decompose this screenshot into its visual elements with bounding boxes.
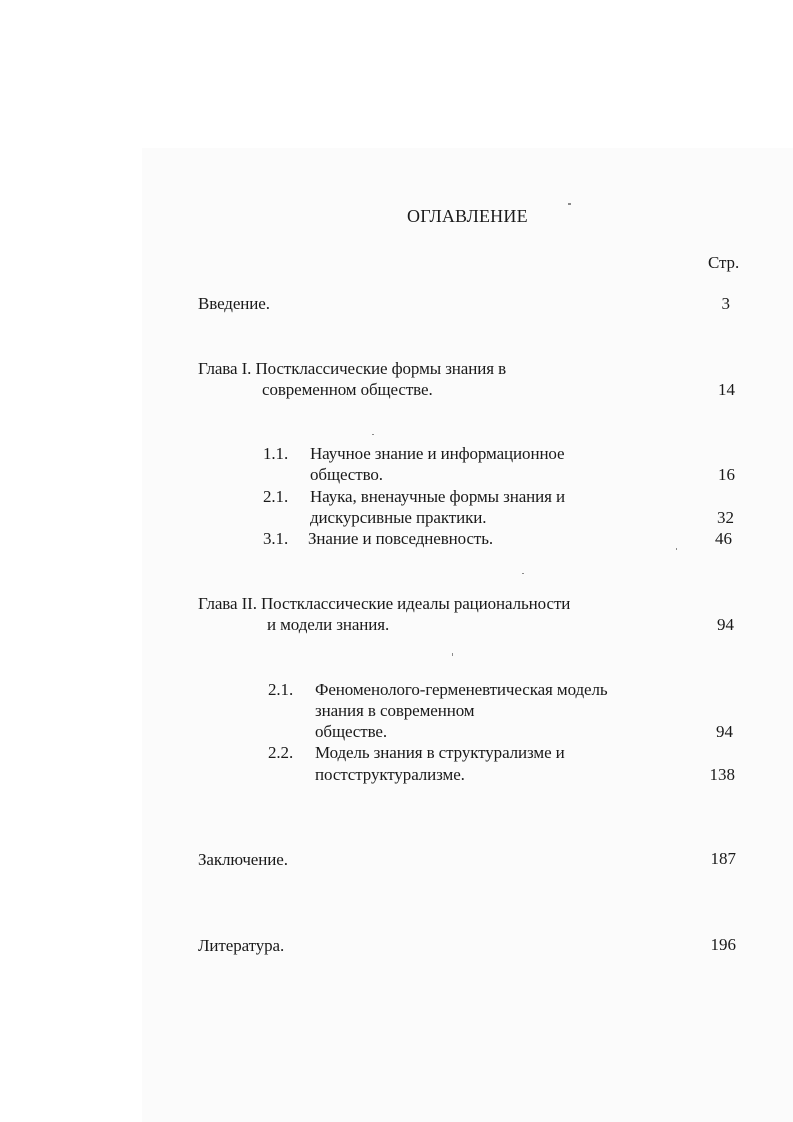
toc-entry-literature: Литература.: [198, 936, 285, 955]
chapter-2-page: 94: [717, 615, 734, 634]
section-title-cont: общество.: [310, 465, 383, 484]
scan-speck: [522, 573, 524, 574]
toc-page-conclusion: 187: [710, 849, 736, 868]
toc-entry-conclusion: Заключение.: [198, 850, 288, 869]
scan-speck: [568, 203, 571, 205]
section-title: Наука, вненаучные формы знания и: [310, 487, 566, 506]
section-number: 2.1.: [263, 487, 289, 506]
section-number: 1.1.: [263, 444, 289, 463]
page-column-header: Стр.: [708, 253, 740, 272]
toc-title: ОГЛАВЛЕНИЕ: [407, 206, 528, 226]
section-title: Модель знания в структурализме и: [315, 743, 565, 762]
scan-speck: [452, 653, 453, 656]
toc-page-intro: 3: [721, 294, 730, 313]
section-title: Знание и повседневность.: [308, 529, 494, 548]
chapter-2-heading: Глава II. Постклассические идеалы рациональности: [198, 594, 571, 613]
chapter-1-heading-cont: современном обществе.: [262, 380, 433, 399]
section-title-cont: обществе.: [315, 722, 388, 741]
toc-entry-intro: Введение.: [198, 294, 270, 313]
scan-speck: [372, 434, 374, 435]
section-title-cont: знания в современном: [315, 701, 475, 720]
section-title-cont: постструктурализме.: [315, 765, 465, 784]
section-number: 3.1.: [263, 529, 289, 548]
section-page: 46: [715, 529, 732, 548]
section-title: Научное знание и информационное: [310, 444, 565, 463]
chapter-2-heading-cont: и модели знания.: [267, 615, 390, 634]
section-page: 32: [717, 508, 734, 527]
chapter-1-heading: Глава I. Постклассические формы знания в: [198, 359, 507, 378]
section-number: 2.1.: [268, 680, 294, 699]
section-title: Феноменолого-герменевтическая модель: [315, 680, 608, 699]
toc-page-literature: 196: [710, 935, 736, 954]
section-number: 2.2.: [268, 743, 294, 762]
section-page: 138: [709, 765, 735, 784]
chapter-1-page: 14: [718, 380, 735, 399]
section-page: 16: [718, 465, 735, 484]
section-page: 94: [716, 722, 733, 741]
section-title-cont: дискурсивные практики.: [310, 508, 487, 527]
